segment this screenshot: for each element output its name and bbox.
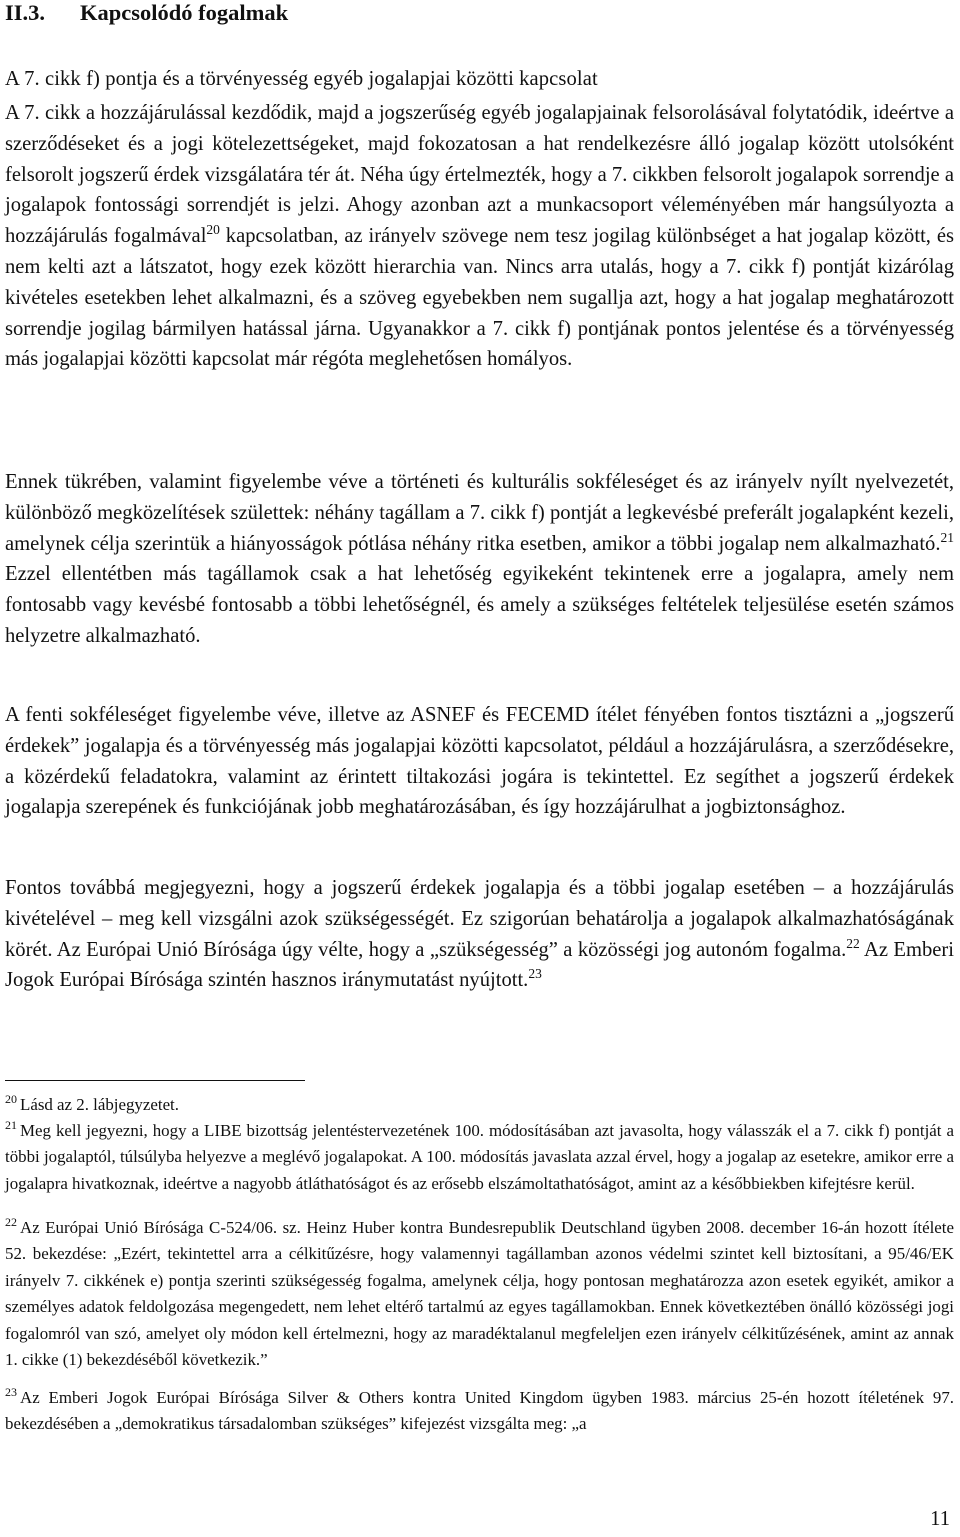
paragraph-1: A 7. cikk a hozzájárulással kezdődik, majd a jogszerűség egyéb jogalapjainak felsorolásával folytatódik, ideértve a szerződéseket és a jogi kötelezettségeket, majd fokozatosan a hat rendelkezésre álló jogalap között utolsóként felsorolt jogszerű érdek vizsgálatára tér át. Néha úgy értelmezték, hogy a 7. cikkben felsorolt jogalapok sorrendje a jogalapok fontossági sorrendjét is jelzi. Ahogy azonban azt a munkacsoport véleményében már hangsúlyozta a hozzájárulás fogalmával$^{20}$ kapcsolatban, az irányelv szövege nem tesz jogilag különbséget a hat jogalap között, és nem kelti azt a látszatot, hogy ezek között hierarchia van. Nincs arra utalás, hogy a 7. cikk f) pontját kizárólag kivételes esetekben lehet alkalmazni, és a szöveg egyebekben nem sugallja azt, hogy a hat jogalap meghatározott sorrendje jogilag bármilyen hatással járna. Ugyanakkor a 7. cikk f) pontjának pontos jelentése és a törvényesség más jogalapjai közötti kapcsolat már régóta meglehetősen homályos.	[5, 102, 954, 371]
footnote-ref-22[interactable]: 22	[846, 935, 860, 951]
paragraph-3: A fenti sokféleséget figyelembe véve, illetve az ASNEF és FECEMD ítélet fényében fontos tisztázni a „jogszerű érdekek” jogalapja és a törvényesség más jogalapjai közötti kapcsolatot, például a hozzájárulásra, a szerződésekre, a közérdekű feladatokra, valamint az érintett tiltakozási jogára is tekintettel. Ez segíthet a jogszerű érdekek jogalapja szerepének és funkciójának jobb meghatározásában, és így hozzájárulhat a jogbiztonsághoz.	[5, 704, 954, 819]
section-number: II.3.	[5, 0, 46, 25]
paragraph-2: Ennek tükrében, valamint figyelembe véve a történeti és kulturális sokféleséget és az irányelv nyílt nyelvezetét, különböző megközelítések születtek: néhány tagállam a 7. cikk f) pontját a legkevésbé preferált jogalapként kezeli, amelynek célja szerintük a hiányosságok pótlása néhány ritka esetben, amikor a többi jogalap nem alkalmazható.$^{21}$ Ezzel ellentétben más tagállamok csak a hat lehetőség egyikeként tekintenek erre a jogalapra, amely nem fontosabb vagy kevésbé fontosabb a többi lehetőségnél, és amely a szükséges feltételek teljesülése esetén számos helyzetre alkalmazható.	[5, 471, 954, 647]
footnote-21: $^{21}$ Meg kell jegyezni, hogy a LIBE bizottság jelentéstervezetének 100. módosításában azt javasolta, hogy válasszák el a 7. cikk f) pontját a többi jogalaptól, túlsúlyba helyezve a meglévő jogalapokat. A 100. módosítás javaslata azzal érvel, hogy a jogalap az esetekre, amikor erre a jogalapra hivatkoznak, ideértve a nagyobb átláthatóságot és az erősebb elszámoltathatóságot, amint az a későbbiekben kifejtésre kerül.	[5, 1118, 954, 1193]
footnote-22: $^{22}$ Az Európai Unió Bírósága C-524/06. sz. Heinz Huber kontra Bundesrepublik Deutschland ügyben 2008. december 16-án hozott ítélete 52. bekezdése: „Ezért, tekintettel arra a célkitűzésre, hogy valamennyi tagállamban azonos védelmi szintet kell biztosítani, a 95/46/EK irányelv 7. cikkének e) pontja szerinti szükségesség fogalma, amelynek célja, hogy pontosan meghatározza azon esetek egyikét, amikor a személyes adatok feldolgozása megengedett, nem lehet eltérő tartalmú az egyes tagállamokban. Ennek következtében önálló közösségi jogi fogalomról van szó, amelyet oly módon kell értelmezni, hogy az maradéktalanul megfeleljen ezen irányelv célkitűzésének, amint az annak 1. cikke (1) bekezdéséből következik.”	[5, 1215, 954, 1370]
footnote-ref-23[interactable]: 23	[528, 966, 542, 982]
footnote-20: $^{20}$ Lásd az 2. lábjegyzetet.	[5, 1092, 179, 1114]
footnote-number: 23	[5, 1385, 17, 1399]
footnote-number: 21	[5, 1118, 17, 1132]
footnote-23: $^{23}$ Az Emberi Jogok Európai Bírósága Silver & Others kontra United Kingdom ügyben 1983. március 25-én hozott ítéletének 97. bekezdésében a „demokratikus társadalomban szükséges” kifejezést vizsgálta meg: „a	[5, 1385, 954, 1434]
section-heading	[5, 0, 288, 27]
paragraph-4: Fontos továbbá megjegyezni, hogy a jogszerű érdekek jogalapja és a többi jogalap esetében – a hozzájárulás kivételével – meg kell vizsgálni azok szükségességét. Ez szigorúan behatárolja a jogalapok alkalmazhatóságának körét. Az Európai Unió Bírósága úgy vélte, hogy a „szükségesség” a közösségi jog autonóm fogalma.$^{22}$ Az Emberi Jogok Európai Bírósága szintén hasznos iránymutatást nyújtott.$^{23}$	[5, 877, 954, 992]
footnote-separator	[5, 1080, 305, 1081]
footnote-ref-21[interactable]: 21	[940, 529, 954, 545]
footnote-ref-20[interactable]: 20	[206, 222, 220, 238]
footnote-number: 20	[5, 1092, 17, 1106]
section-subtitle: A 7. cikk f) pontja és a törvényesség egyéb jogalapjai közötti kapcsolat	[5, 68, 598, 90]
page-number: 11	[930, 1508, 950, 1530]
footnote-number: 22	[5, 1215, 17, 1229]
section-title: Kapcsolódó fogalmak	[80, 0, 289, 25]
